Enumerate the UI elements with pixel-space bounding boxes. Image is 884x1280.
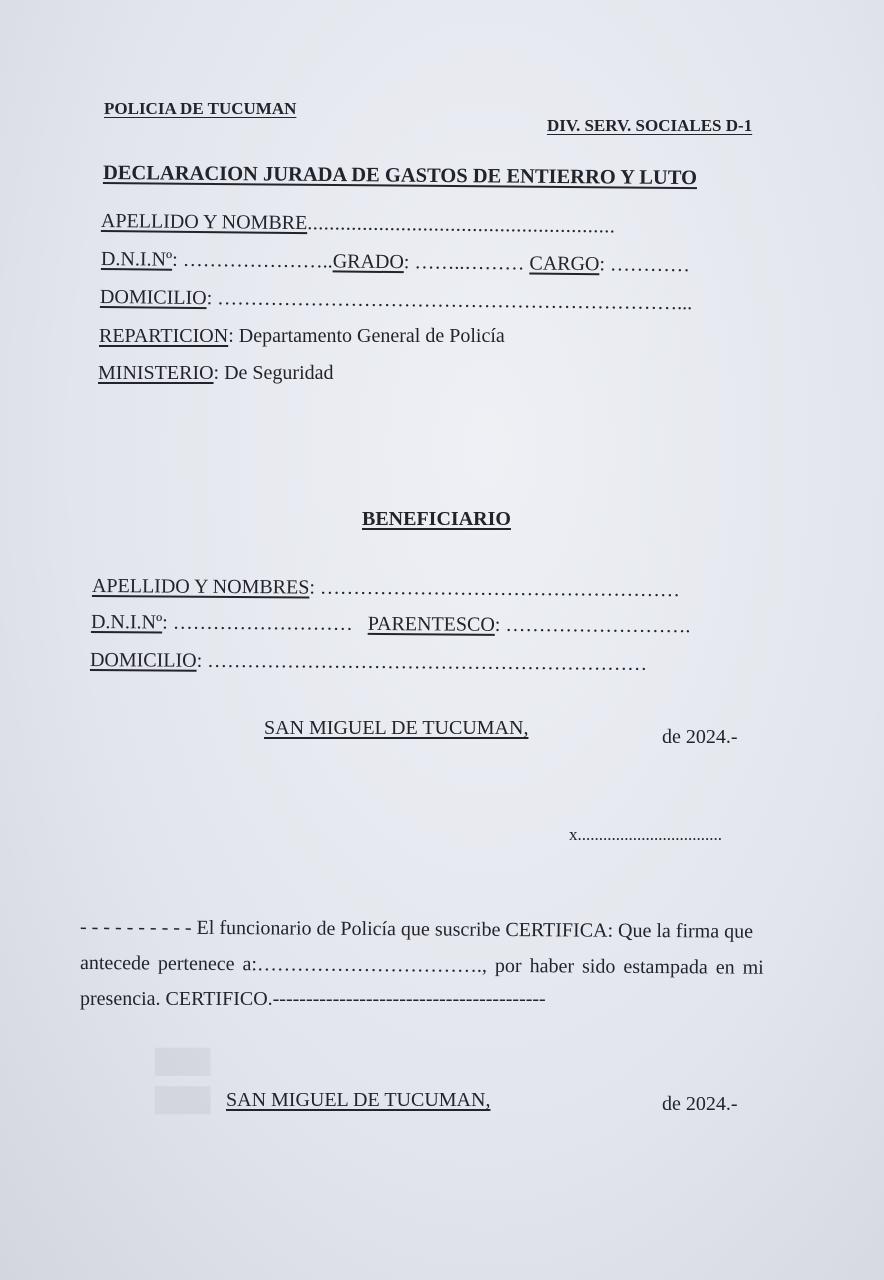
titular-cargo-dots: : ………… [599, 253, 691, 277]
titular-apellido-field [101, 211, 615, 236]
titular-apellido-dots: ........................................................ [307, 212, 616, 238]
titular-grado-dots: : ……..……… [403, 251, 525, 275]
titular-ministerio-value: : De Seguridad [213, 362, 334, 384]
titular-dni-label: D.N.I.Nº [100, 248, 173, 271]
beneficiario-domicilio-label: DOMICILIO [89, 649, 197, 672]
titular-grado-label: GRADO [332, 250, 404, 274]
beneficiario-parentesco-dots: : ………………………. [494, 613, 691, 638]
titular-dni-row [101, 249, 690, 275]
beneficiario-domicilio-field [90, 650, 647, 674]
titular-reparticion-value: : Departamento General de Policía [228, 325, 505, 347]
titular-dni-dots: : ………………….. [172, 248, 333, 273]
signature-line: x.................................. [569, 825, 722, 844]
beneficiario-dni-label: D.N.I.Nº [90, 611, 163, 634]
titular-apellido-label: APELLIDO Y NOMBRE [100, 210, 308, 235]
titular-ministerio-field [98, 363, 334, 383]
beneficiario-apellido-dots: : ……………………………………………… [309, 576, 681, 602]
header-institution: POLICIA DE TUCUMAN [104, 99, 297, 118]
date-line-1: de 2024.- [662, 726, 738, 748]
header-division: DIV. SERV. SOCIALES D-1 [547, 116, 753, 135]
titular-reparticion-label: REPARTICION [99, 325, 229, 347]
certification-line-2: antecede pertenece a:……………………………., por haber sido estampada en mi [79, 952, 764, 979]
titular-domicilio-label: DOMICILIO [99, 286, 207, 310]
titular-domicilio-dots: : ……………………………………………………………... [206, 287, 693, 315]
certification-line-1: - - - - - - - - - - El funcionario de Policía que suscribe CERTIFICA: Que la firma que [79, 916, 754, 943]
date-line-2: de 2024.- [662, 1093, 738, 1115]
beneficiario-apellido-field [92, 576, 680, 600]
titular-cargo-label: CARGO [529, 252, 600, 276]
faded-stamp-mark: ▮▮ [149, 1042, 228, 1120]
titular-domicilio-field [100, 287, 692, 313]
beneficiario-apellido-label: APELLIDO Y NOMBRES [91, 575, 310, 599]
place-line-2: SAN MIGUEL DE TUCUMAN, [226, 1089, 491, 1111]
beneficiario-parentesco-label: PARENTESCO [367, 612, 495, 636]
certification-line-3: presencia. CERTIFICO.----------------------------------------- [80, 988, 546, 1010]
titular-ministerio-label: MINISTERIO [98, 362, 214, 384]
beneficiario-dni-dots: : ……………………… [162, 611, 353, 635]
beneficiario-domicilio-dots: : ………………………………………………………… [196, 649, 648, 675]
titular-reparticion-field [99, 326, 505, 346]
document-title: DECLARACION JURADA DE GASTOS DE ENTIERRO Y LUTO [102, 162, 698, 190]
place-line-1: SAN MIGUEL DE TUCUMAN, [264, 717, 529, 739]
beneficiario-heading: BENEFICIARIO [362, 508, 511, 530]
beneficiario-dni-row [91, 612, 691, 636]
